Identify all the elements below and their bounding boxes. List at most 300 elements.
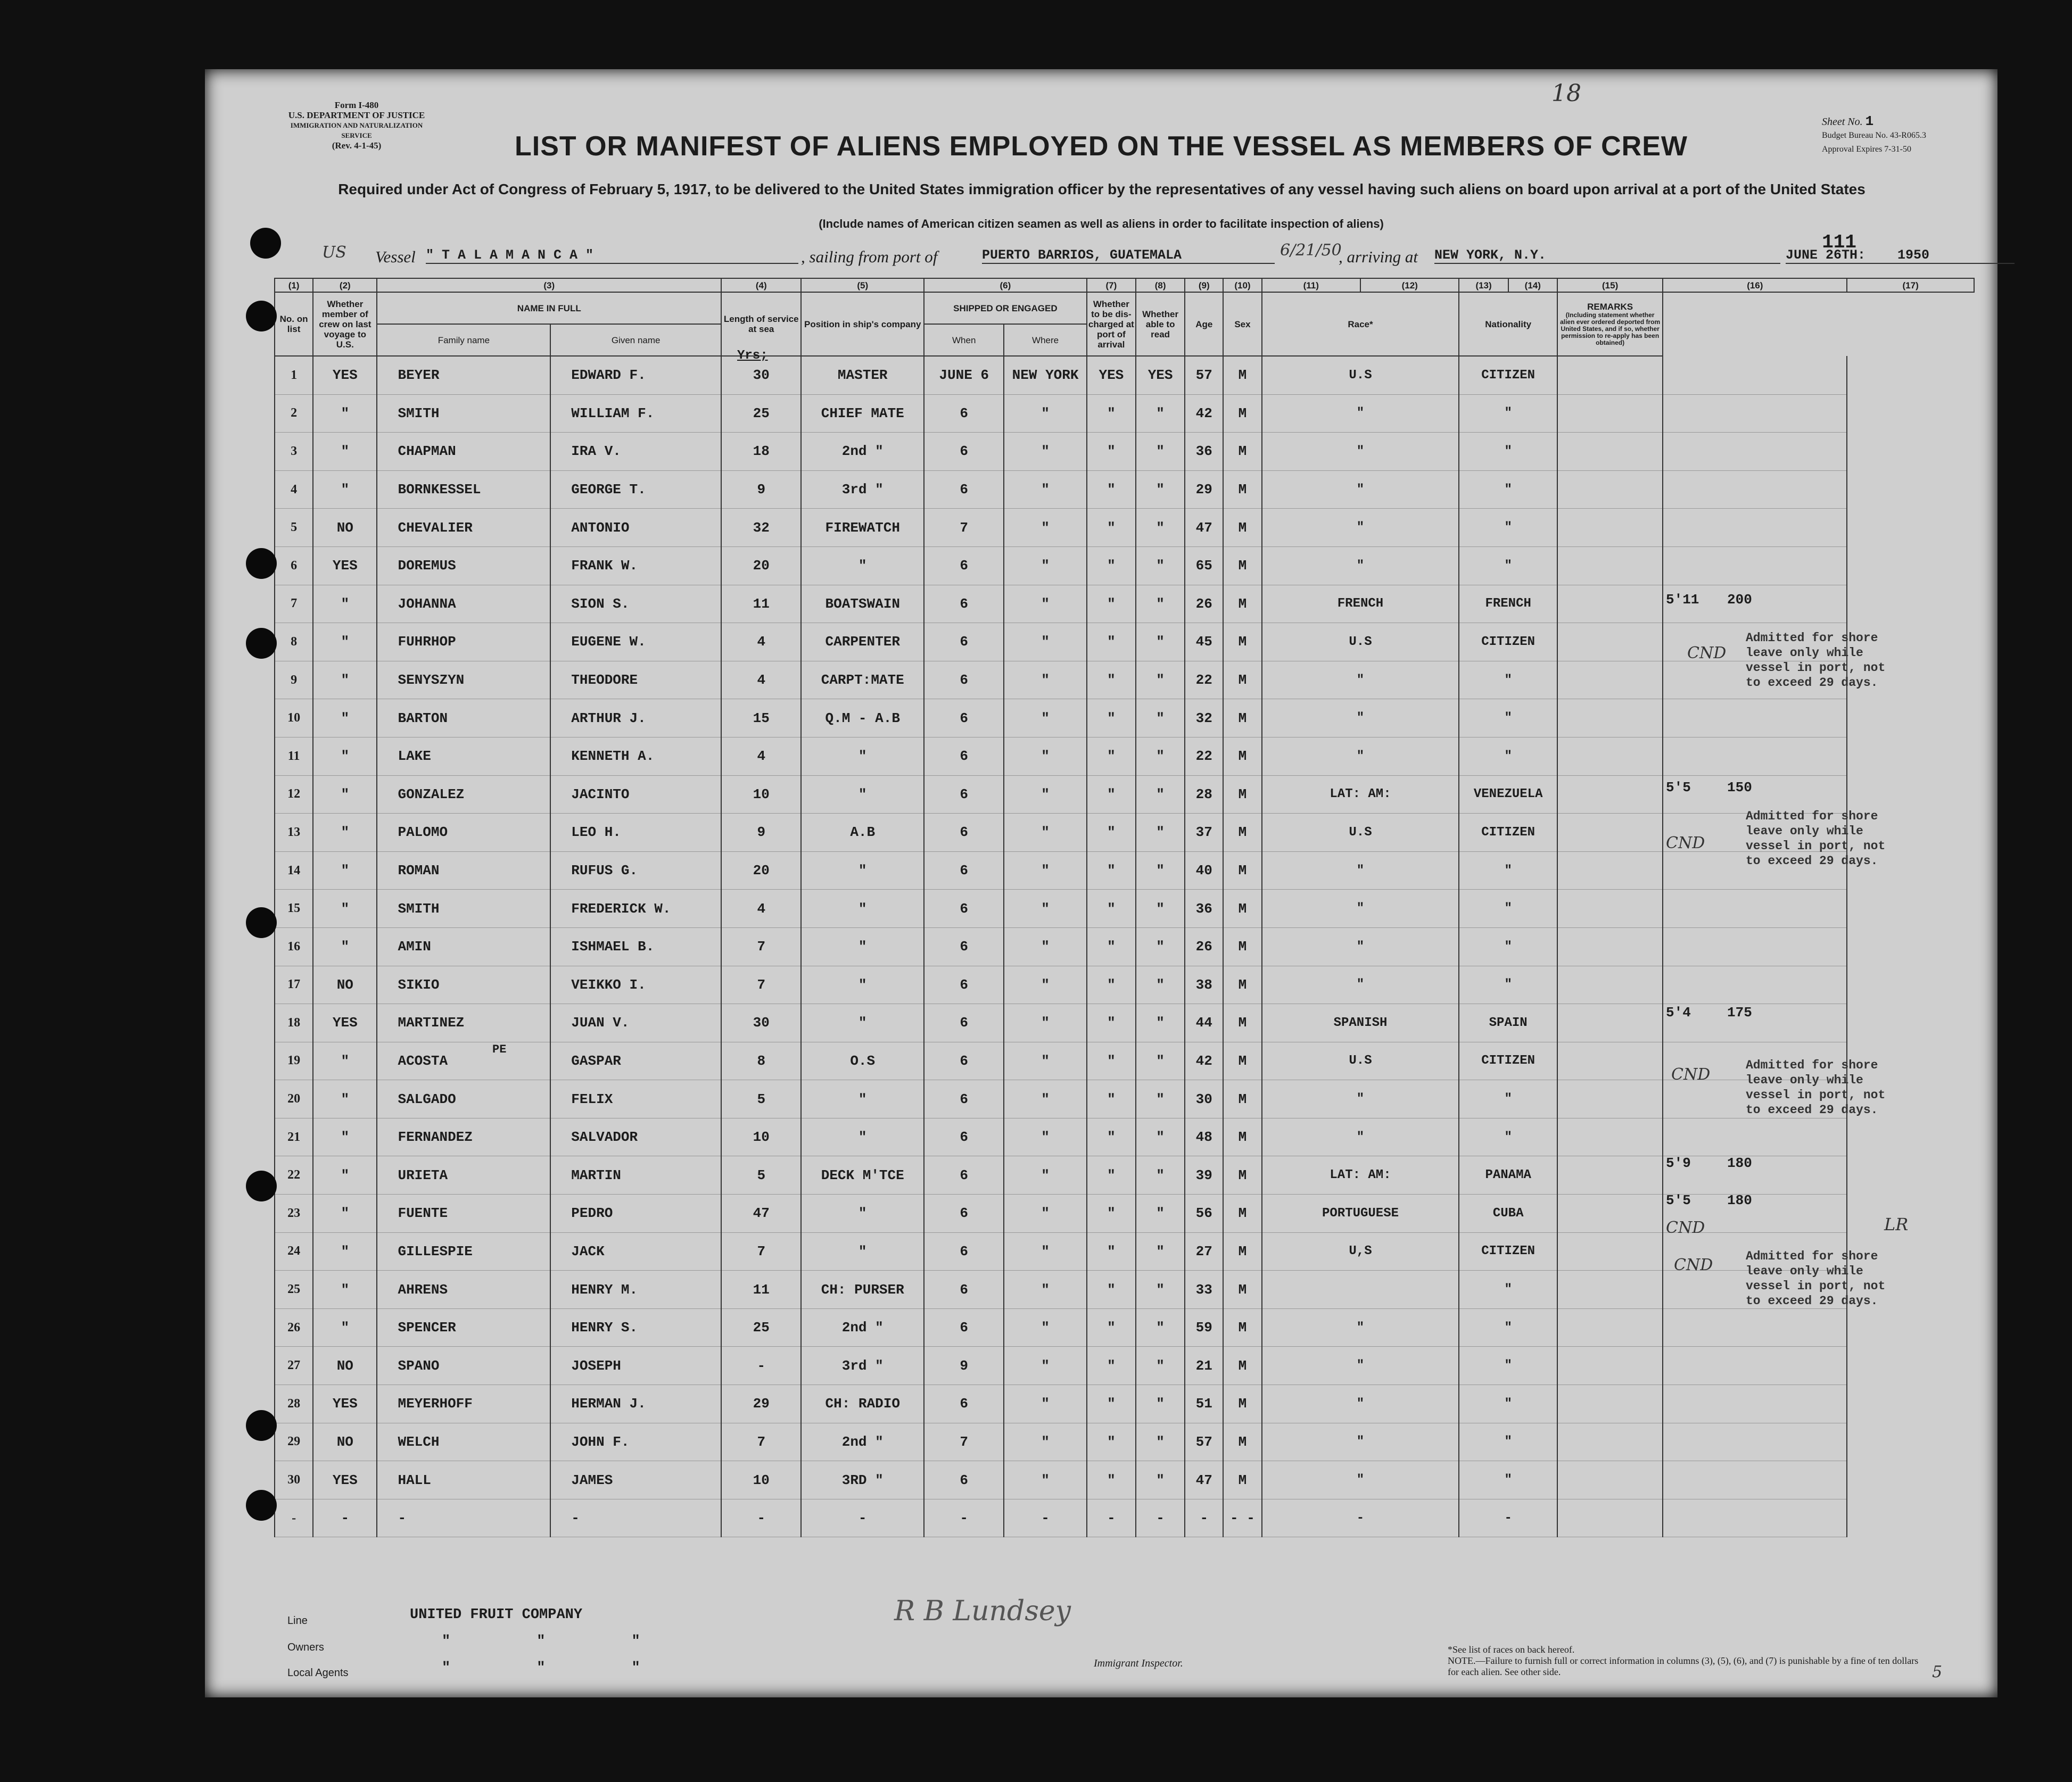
cell-given: THEODORE [550,661,721,699]
cell-where: " [1004,1004,1086,1042]
header-member: Whether member of crew on last voyage to U.S. [313,292,377,356]
cell-family: SMITH [377,890,550,928]
remark-stamp-row18: Admitted for shore leave only while vessel in port, not to exceed 29 days. [1746,1058,1886,1117]
cell-when: 6 [924,851,1004,890]
inspector-label: Immigrant Inspector. [1094,1657,1183,1669]
header-shipped: SHIPPED OR ENGAGED [924,292,1087,324]
cell-member: " [313,1308,377,1347]
table-row [275,433,1974,471]
cell-race: U.S [1262,814,1459,852]
cell-position: " [801,927,924,966]
header-position: Position in ship's company [801,292,924,356]
cell-member: - [313,1499,377,1537]
cell-remark [1557,966,1663,1004]
cell-where: " [1004,1156,1086,1195]
cell-length: 4 [721,890,801,928]
table-row [275,1461,1974,1499]
cell-disch: " [1087,1118,1136,1156]
cell-action [1663,1423,1847,1461]
cell-no: 23 [275,1195,313,1233]
cell-when: 6 [924,1156,1004,1195]
cell-read: " [1136,1042,1185,1080]
cell-member: " [313,737,377,775]
cell-disch: " [1087,1080,1136,1118]
cell-disch: " [1087,433,1136,471]
cell-no: 7 [275,585,313,623]
cell-member: YES [313,546,377,585]
cell-no: 29 [275,1423,313,1461]
cell-disch: " [1087,1423,1136,1461]
cell-where: " [1004,1042,1086,1080]
table-row [275,927,1974,966]
cell-position: A.B [801,814,924,852]
cell-member: " [313,623,377,661]
cell-race: LAT: AM: [1262,775,1459,814]
table-row [275,1308,1974,1347]
cell-remark [1557,623,1663,661]
cell-no: 11 [275,737,313,775]
cell-sex: M [1223,1271,1261,1309]
cell-when: 6 [924,1271,1004,1309]
cell-age: 47 [1185,509,1223,547]
punch-hole [246,301,277,331]
cell-sex: M [1223,966,1261,1004]
cell-given: WILLIAM F. [550,394,721,433]
cell-no: 25 [275,1271,313,1309]
cell-nat: " [1459,433,1557,471]
cell-sex: M [1223,1004,1261,1042]
cell-family: GILLESPIE [377,1232,550,1271]
table-row [275,546,1974,585]
cell-age: 56 [1185,1195,1223,1233]
punch-hole [246,1410,277,1441]
cell-family: DOREMUS [377,546,550,585]
cell-no: 18 [275,1004,313,1042]
cell-read: " [1136,1156,1185,1195]
punch-hole [246,548,277,579]
cell-member: NO [313,966,377,1004]
page-number: 111 [1822,231,1856,253]
cell-age: 42 [1185,1042,1223,1080]
cell-length: 8 [721,1042,801,1080]
cell-remark [1557,737,1663,775]
cell-when: 7 [924,1423,1004,1461]
cell-position: 3rd " [801,470,924,509]
table-row [275,1232,1974,1271]
cell-remark [1557,775,1663,814]
cell-remark [1557,1461,1663,1499]
cell-length: 47 [721,1195,801,1233]
header-discharged: Whether to be dis-charged at port of arrival [1087,292,1136,356]
cell-family: SPANO [377,1347,550,1385]
cell-disch: " [1087,1308,1136,1347]
cell-remark [1557,1499,1663,1537]
initials-row23: CND [1674,1256,1713,1274]
cell-position: BOATSWAIN [801,585,924,623]
cell-remark [1557,433,1663,471]
cell-action [1663,509,1847,547]
cell-race: " [1262,509,1459,547]
cell-action [1663,433,1847,471]
cell-position: CHIEF MATE [801,394,924,433]
cell-sex: M [1223,509,1261,547]
header-given-name: Given name [550,324,721,356]
cell-member: " [313,1195,377,1233]
cell-family: SMITH [377,394,550,433]
header-when: When [924,324,1004,356]
cell-read: " [1136,433,1185,471]
cell-race [1262,1271,1459,1309]
remark-stamp-row7: Admitted for shore leave only while vessel in port, not to exceed 29 days. [1746,631,1886,690]
header-name: NAME IN FULL [377,292,721,324]
cell-sex: M [1223,1156,1261,1195]
cell-remark [1557,661,1663,699]
cell-family: AHRENS [377,1271,550,1309]
cell-race: " [1262,1080,1459,1118]
cell-sex: M [1223,623,1261,661]
cell-length: 7 [721,927,801,966]
table-row [275,1195,1974,1233]
cell-remark [1557,1118,1663,1156]
cell-given: GEORGE T. [550,470,721,509]
header-age: Age [1185,292,1223,356]
punch-hole [246,1171,277,1201]
cell-nat: " [1459,927,1557,966]
cell-action [1663,1308,1847,1347]
cell-member: YES [313,1004,377,1042]
cell-family: BORNKESSEL [377,470,550,509]
cell-read: " [1136,737,1185,775]
initials-row12: CND [1666,834,1705,852]
cell-position: " [801,1232,924,1271]
cell-race: SPANISH [1262,1004,1459,1042]
table-row [275,1042,1974,1080]
cell-given: EDWARD F. [550,356,721,394]
cell-no: 22 [275,1156,313,1195]
cell-when: 6 [924,699,1004,737]
cell-member: NO [313,1423,377,1461]
cell-when: 6 [924,890,1004,928]
crew-table: (1) (2) (3) (4) (5) (6) (7) (8) (9) (10) (11) (12) (13) (14) (15) (16) (17) No. on list Whether member of crew on last voyage to U.S. NAME IN FULL Length of service at sea Position in ship's company SHIPPED OR ENGAGED Whether to be dis-charged at port of arrival Whether able to read Age Sex Race* Nationality REMARKS (Including statement whether alien ever ordered deported from United States, and if so, whether permission to re-apply has been obtained) Family name Given name When Where 1 YES BEYER EDWARD F. 30 MASTER JUNE 6 NEW YORK YES YES 57 M U.S CITIZEN 2 " SMITH WILLIAM F. 25 CHIEF MATE 6 " " " 42 M " " 3 " CHAPMAN IRA V. 18 2nd " 6 " " " 36 M " " 4 " BORNKESSEL GEORGE T. 9 3rd " 6 " " " 29 M " " 5 NO CHEVALIER ANTONIO 32 FIREWATCH 7 " " " 47 M " " 6 YES DOREMUS FRANK W. 20 " 6 " " " 65 M " " 7 " JOHANNA SION S. 11 BOATSWAIN 6 " " " 26 M FRENCH FRENCH 8 " FUHRHOP EUGENE W. 4 CARPENTER 6 " " " 45 M U.S CITIZEN 9 " SENYSZYN THEODORE 4 CARPT:MATE 6 " " " 22 M " " 10 " BARTON ARTHUR J. 15 Q.M - A.B 6 " " " 32 M " " 11 " LAKE KENNETH A. 4 " 6 " " " 22 M " " 12 " GONZALEZ JACINTO 10 " 6 " " " 28 M LAT: AM: VENEZUELA 13 " PALOMO LEO H. 9 A.B 6 " " " 37 M U.S CITIZEN 14 " ROMAN RUFUS G. 20 " 6 " " " 40 M " " 15 " SMITH FREDERICK W. 4 " 6 " " " 36 M " " 16 " AMIN ISHMAEL B. 7 " 6 " " " 26 M " " 17 NO SIKIO VEIKKO I. 7 " 6 " " " 38 M " " 18 YES MARTINEZ JUAN V. 30 " 6 " " " 44 M SPANISH SPAIN 19 " ACOSTA GASPAR 8 O.S 6 " " " 42 M U.S CITIZEN 20 " SALGADO FELIX 5 " 6 " " " 30 M " " 21 " FERNANDEZ SALVADOR 10 " 6 " " " 48 M " " 22 " URIETA MARTIN 5 DECK M'TCE 6 " " " 39 M LAT: AM: PANAMA 23 " FUENTE PEDRO 47 " 6 " " " 56 M PORTUGUESE CUBA 24 " GILLESPIE JACK 7 " 6 " " " 27 M U,S CITIZEN 25 " AHRENS HENRY M. 11 CH: PURSER 6 " " " 33 M " 26 " SPENCER HENRY S. 25 2nd " 6 " " " 59 M " " 27 NO SPANO JOSEPH - 3rd " 9 " " " 21 M " " 28 YES MEYERHOFF HERMAN J. 29 CH: RADIO 6 " " " 51 M " " 29 NO WELCH JOHN F. 7 2nd " 7 " " " 57 M " " 30 YES HALL JAMES 10 3RD " 6 " " " 47 M " " - - - - - - - - - - - - - - - [274,278,1975,1547]
cell-no: 26 [275,1308,313,1347]
cell-length: 20 [721,546,801,585]
cell-nat: VENEZUELA [1459,775,1557,814]
cell-remark [1557,546,1663,585]
cell-remark [1557,1195,1663,1233]
cell-nat: " [1459,1461,1557,1499]
cell-age: 32 [1185,699,1223,737]
footer-line-label: Line [287,1615,308,1627]
cell-no: 15 [275,890,313,928]
cell-read: " [1136,1385,1185,1423]
cell-race: " [1262,1385,1459,1423]
cell-family: CHAPMAN [377,433,550,471]
cell-race: U,S [1262,1232,1459,1271]
cell-given: RUFUS G. [550,851,721,890]
cell-remark [1557,1232,1663,1271]
cell-disch: " [1087,1042,1136,1080]
cell-where: " [1004,1423,1086,1461]
initials-row7: CND [1687,644,1727,662]
table-row [275,1347,1974,1385]
cell-read: " [1136,1347,1185,1385]
cell-nat: " [1459,1080,1557,1118]
cell-when: 6 [924,1232,1004,1271]
cell-read: YES [1136,356,1185,394]
cell-sex: M [1223,433,1261,471]
cell-action [1663,394,1847,433]
cell-length: 10 [721,1461,801,1499]
cell-given: HENRY S. [550,1308,721,1347]
height-value: 5'11 [1666,591,1699,608]
cell-remark [1557,851,1663,890]
cell-length: 15 [721,699,801,737]
footer-line-value: UNITED FRUIT COMPANY [410,1607,583,1623]
cell-position: " [801,890,924,928]
cell-member: " [313,433,377,471]
cell-read: " [1136,890,1185,928]
punch-hole [250,228,281,259]
vessel-name: " T A L A M A N C A " [426,247,798,264]
cell-age: 39 [1185,1156,1223,1195]
cell-remark [1557,1080,1663,1118]
cell-when: 6 [924,623,1004,661]
cell-family: HALL [377,1461,550,1499]
cell-where: " [1004,1385,1086,1423]
cell-length: 7 [721,1423,801,1461]
cell-sex: M [1223,470,1261,509]
cell-disch: " [1087,585,1136,623]
cell-disch: " [1087,661,1136,699]
cell-length: 30 [721,356,801,394]
cell-family: AMIN [377,927,550,966]
cell-when: - [924,1499,1004,1537]
cell-age: 29 [1185,470,1223,509]
cell-remark [1557,1004,1663,1042]
cell-position: CH: RADIO [801,1385,924,1423]
cell-sex: M [1223,1308,1261,1347]
header-sex: Sex [1223,292,1261,356]
cell-age: 57 [1185,356,1223,394]
cell-remark [1557,1308,1663,1347]
cell-given: JAMES [550,1461,721,1499]
cell-race: " [1262,470,1459,509]
cell-when: 9 [924,1347,1004,1385]
cell-family: MARTINEZ [377,1004,550,1042]
cell-given: FRANK W. [550,546,721,585]
manifest-sheet [205,69,1997,1697]
cell-remark [1557,394,1663,433]
cell-member: " [313,661,377,699]
cell-race: " [1262,890,1459,928]
cell-sex: M [1223,585,1261,623]
cell-no: 8 [275,623,313,661]
cell-race: LAT: AM: [1262,1156,1459,1195]
header-nationality: Nationality [1459,292,1557,356]
cell-length: 4 [721,737,801,775]
cell-member: " [313,927,377,966]
cell-sex: M [1223,737,1261,775]
cell-position: " [801,1004,924,1042]
cell-nat: CITIZEN [1459,356,1557,394]
page-title: LIST OR MANIFEST OF ALIENS EMPLOYED ON THE VESSEL AS MEMBERS OF CREW [515,131,1688,162]
cell-member: " [313,394,377,433]
cell-action [1663,1385,1847,1423]
cell-no: 10 [275,699,313,737]
cell-family: URIETA [377,1156,550,1195]
weight-value: 175 [1727,1005,1752,1021]
cell-member: YES [313,356,377,394]
cell-sex: M [1223,1461,1261,1499]
cell-given: HENRY M. [550,1271,721,1309]
cell-remark [1557,814,1663,852]
table-row [275,1423,1974,1461]
cell-where: " [1004,927,1086,966]
cell-disch: " [1087,851,1136,890]
cell-position: 2nd " [801,433,924,471]
cell-nat: " [1459,1423,1557,1461]
cell-when: 6 [924,470,1004,509]
cell-read: " [1136,1271,1185,1309]
table-row [275,1118,1974,1156]
cell-given: JOHN F. [550,1423,721,1461]
cell-when: 6 [924,775,1004,814]
cell-where: " [1004,775,1086,814]
years-unit-label: Yrs; [737,349,768,363]
cell-age: 47 [1185,1461,1223,1499]
remark-stamp-row12: Admitted for shore leave only while vessel in port, not to exceed 29 days. [1746,809,1886,868]
cell-length: 4 [721,661,801,699]
cell-where: " [1004,623,1086,661]
cell-family: FERNANDEZ [377,1118,550,1156]
cell-read: " [1136,1423,1185,1461]
cell-position: 3rd " [801,1347,924,1385]
cell-given: FELIX [550,1080,721,1118]
cell-disch: YES [1087,356,1136,394]
cell-length: 25 [721,1308,801,1347]
cell-sex: M [1223,546,1261,585]
header-family-name: Family name [377,324,550,356]
weight-value: 180 [1727,1192,1752,1209]
cell-member: " [313,1271,377,1309]
table-row [275,585,1974,623]
cell-length: 7 [721,966,801,1004]
cell-family: ROMAN [377,851,550,890]
table-row [275,699,1974,737]
cell-disch: " [1087,775,1136,814]
cell-disch: " [1087,1347,1136,1385]
cell-race: " [1262,433,1459,471]
cell-nat: " [1459,1308,1557,1347]
cell-age: 22 [1185,661,1223,699]
cell-no: 20 [275,1080,313,1118]
header-no-on-list: No. on list [275,292,313,356]
cell-action [1663,1499,1847,1537]
cell-no: 13 [275,814,313,852]
cell-where: " [1004,661,1086,699]
header-remarks: REMARKS (Including statement whether alien ever ordered deported from United States, and if so, whether permission to re-apply has been obtained) [1557,292,1663,356]
cell-disch: " [1087,1232,1136,1271]
cell-length: 11 [721,585,801,623]
cell-family: WELCH [377,1423,550,1461]
cell-when: 6 [924,1308,1004,1347]
cell-disch: " [1087,927,1136,966]
cell-member: " [313,851,377,890]
footer-owners-label: Owners [287,1642,324,1653]
cell-no: 12 [275,775,313,814]
cell-nat: CITIZEN [1459,623,1557,661]
cell-action [1663,1118,1847,1156]
cell-member: " [313,1080,377,1118]
cell-age: 51 [1185,1385,1223,1423]
cell-family: MEYERHOFF [377,1385,550,1423]
cell-race: " [1262,699,1459,737]
cell-given: JOSEPH [550,1347,721,1385]
cell-race: U.S [1262,623,1459,661]
cell-age: 59 [1185,1308,1223,1347]
cell-no: 30 [275,1461,313,1499]
cell-where: NEW YORK [1004,356,1086,394]
cell-no: 21 [275,1118,313,1156]
cell-where: " [1004,470,1086,509]
handwritten-number: 18 [1551,80,1581,107]
cell-where: " [1004,1271,1086,1309]
cell-family: FUHRHOP [377,623,550,661]
cell-length: 7 [721,1232,801,1271]
height-value: 5'9 [1666,1155,1691,1171]
cell-position: Q.M - A.B [801,699,924,737]
cell-disch: " [1087,470,1136,509]
cell-nat: " [1459,394,1557,433]
cell-no: 17 [275,966,313,1004]
arrival-date: JUNE 26TH: [1786,247,2015,264]
sheet-number: 1 [1865,113,1874,129]
table-row [275,356,1974,394]
cell-where: " [1004,890,1086,928]
cell-disch: " [1087,546,1136,585]
cell-disch: " [1087,966,1136,1004]
header-where: Where [1004,324,1086,356]
punch-hole [246,1490,277,1521]
cell-family: SIKIO [377,966,550,1004]
cell-when: 6 [924,1195,1004,1233]
cell-race: " [1262,661,1459,699]
footnote: *See list of races on back hereof. NOTE.—Failure to furnish full or correct information in columns (3), (5), (6), and (7) is punishable by a fine of ten dollars for each alien. See other side. [1448,1644,1919,1677]
cell-nat: " [1459,890,1557,928]
cell-no: 9 [275,661,313,699]
cell-family: SPENCER [377,1308,550,1347]
cell-where: " [1004,585,1086,623]
cell-nat: SPAIN [1459,1004,1557,1042]
cell-read: - [1136,1499,1185,1537]
cell-member: NO [313,509,377,547]
inspector-initials: LR [1884,1214,1909,1234]
cell-read: " [1136,1232,1185,1271]
cell-sex: M [1223,394,1261,433]
cell-disch: " [1087,1195,1136,1233]
cell-no: 6 [275,546,313,585]
cell-age: 42 [1185,394,1223,433]
cell-sex: M [1223,661,1261,699]
cell-sex: M [1223,1118,1261,1156]
cell-nat: CUBA [1459,1195,1557,1233]
punch-hole [246,628,277,659]
weight-value: 180 [1727,1155,1752,1171]
cell-action [1663,966,1847,1004]
table-row [275,1080,1974,1118]
cell-sex: M [1223,890,1261,928]
cell-given: ARTHUR J. [550,699,721,737]
